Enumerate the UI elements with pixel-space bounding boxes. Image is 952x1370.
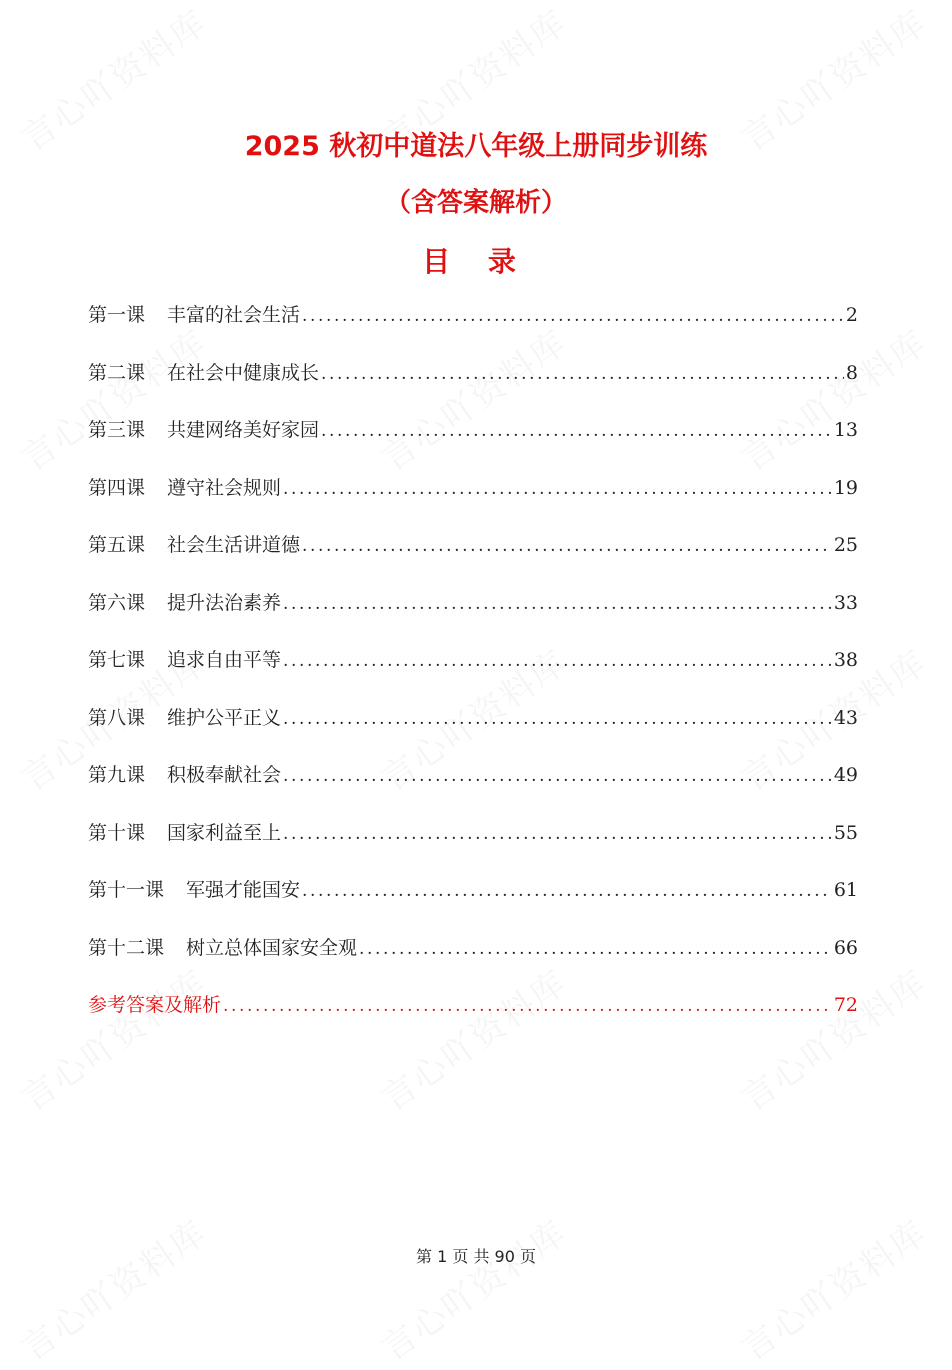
toc-lesson-number: 第十二课 <box>88 936 165 959</box>
toc-dot-leader <box>321 364 844 384</box>
toc-lesson-number: 第十一课 <box>88 879 165 901</box>
toc-lesson-title: 追求自由平等 <box>167 649 282 671</box>
toc-entry[interactable] <box>88 300 858 358</box>
toc-entry[interactable] <box>88 415 858 473</box>
toc-dot-leader <box>283 766 832 786</box>
toc-entry[interactable] <box>88 760 858 818</box>
toc-dot-leader <box>302 881 832 901</box>
toc-lesson-title: 维护公平正义 <box>167 706 282 729</box>
toc-page-number: 19 <box>833 476 858 499</box>
toc-page-number: 72 <box>833 994 858 1016</box>
toc-page-number: 61 <box>833 879 858 901</box>
watermark-text <box>730 1206 935 1370</box>
toc-entry[interactable] <box>88 473 858 531</box>
toc-lesson-number: 第五课 <box>88 534 146 556</box>
document-title: 2025 秋初中道法八年级上册同步训练 <box>244 131 708 162</box>
toc-lesson-title: 提升法治素养 <box>167 591 282 614</box>
toc-lesson-title: 遵守社会规则 <box>167 476 282 499</box>
toc-lesson-title: 积极奉献社会 <box>167 764 282 786</box>
toc-heading: 目 录 <box>422 245 530 278</box>
toc-entry[interactable] <box>88 530 858 588</box>
toc-page-number: 38 <box>833 649 858 671</box>
toc-lesson-number: 第三课 <box>88 419 146 441</box>
toc-dot-leader <box>359 939 832 959</box>
toc-page-number: 66 <box>833 936 858 959</box>
toc-lesson-title: 共建网络美好家园 <box>167 419 320 441</box>
toc-dot-leader <box>302 306 844 326</box>
toc-lesson-number: 第一课 <box>88 304 146 326</box>
toc-lesson-number: 第九课 <box>88 764 146 786</box>
toc-entry[interactable] <box>88 358 858 416</box>
toc-lesson-title: 社会生活讲道德 <box>167 534 301 556</box>
toc-lesson-number: 第八课 <box>88 706 146 729</box>
toc-page-number: 13 <box>833 419 858 441</box>
toc-entry[interactable] <box>88 588 858 646</box>
toc-answers-title: 参考答案及解析 <box>88 994 222 1016</box>
toc-dot-leader <box>283 594 832 614</box>
toc-entry[interactable] <box>88 645 858 703</box>
toc-dot-leader <box>321 421 832 441</box>
watermark-text <box>10 1206 215 1370</box>
toc-lesson-number: 第十课 <box>88 821 146 844</box>
document-subtitle: （含答案解析） <box>384 188 567 218</box>
toc-lesson-title: 国家利益至上 <box>167 821 282 844</box>
toc-lesson-number: 第六课 <box>88 591 146 614</box>
toc-dot-leader <box>223 996 832 1016</box>
page-indicator: 第 1 页 共 90 页 <box>416 1247 536 1266</box>
toc-page-number: 8 <box>845 361 858 384</box>
table-of-contents <box>88 300 858 1048</box>
toc-page-number: 2 <box>845 304 858 326</box>
toc-lesson-number: 第七课 <box>88 649 146 671</box>
toc-entry[interactable] <box>88 875 858 933</box>
toc-page-number: 43 <box>833 706 858 729</box>
toc-dot-leader <box>283 479 832 499</box>
toc-lesson-title: 军强才能国安 <box>186 879 301 901</box>
toc-lesson-number: 第四课 <box>88 476 146 499</box>
toc-dot-leader <box>302 536 832 556</box>
toc-page-number: 55 <box>833 821 858 844</box>
toc-dot-leader <box>283 651 832 671</box>
toc-lesson-title: 丰富的社会生活 <box>167 304 301 326</box>
watermark-text <box>370 1206 575 1370</box>
toc-page-number: 25 <box>833 534 858 556</box>
toc-page-number: 49 <box>833 764 858 786</box>
toc-entry-answers[interactable] <box>88 990 858 1048</box>
toc-entry[interactable] <box>88 703 858 761</box>
toc-lesson-number: 第二课 <box>88 361 146 384</box>
toc-entry[interactable] <box>88 818 858 876</box>
toc-entry[interactable] <box>88 933 858 991</box>
toc-dot-leader <box>283 824 832 844</box>
toc-dot-leader <box>283 709 832 729</box>
toc-lesson-title: 在社会中健康成长 <box>167 361 320 384</box>
toc-page-number: 33 <box>833 591 858 614</box>
toc-lesson-title: 树立总体国家安全观 <box>186 936 358 959</box>
